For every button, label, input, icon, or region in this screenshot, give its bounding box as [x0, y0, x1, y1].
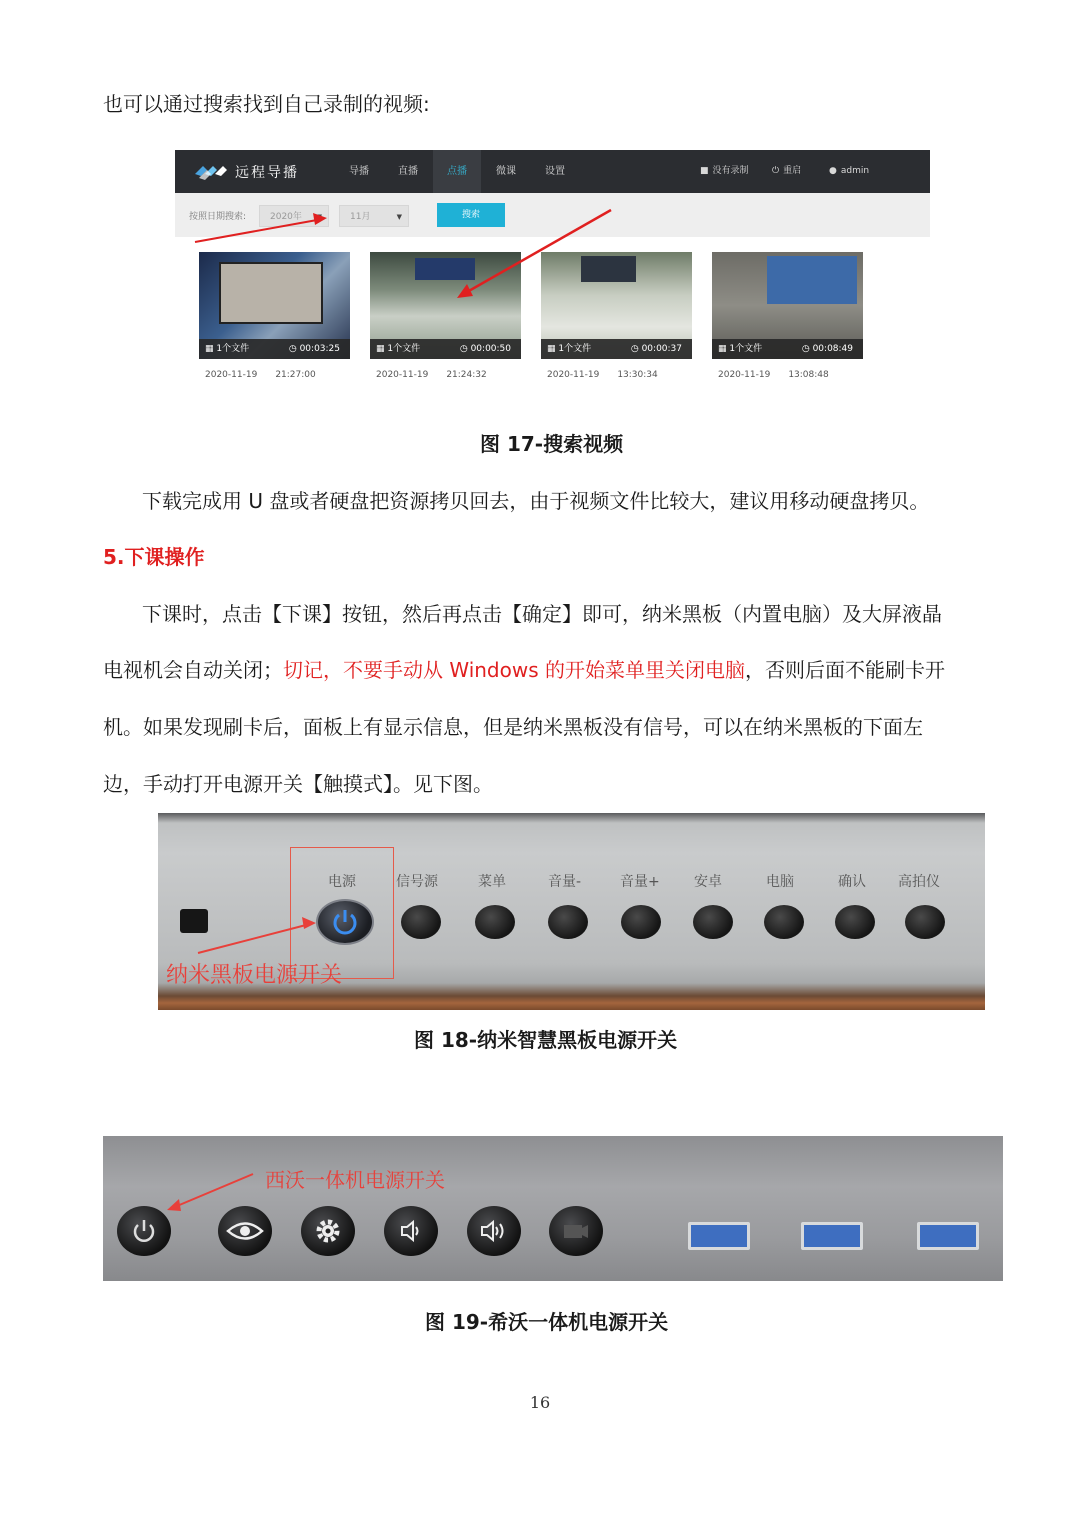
figure-19-caption: 图 19-希沃一体机电源开关 [425, 1310, 669, 1334]
button-label: 电源 [328, 874, 356, 890]
paragraph-line: 机。如果发现刷卡后，面板上有显示信息，但是纳米黑板没有信号，可以在纳米黑板的下面左 [103, 715, 923, 739]
brand-name: 远程导播 [235, 165, 299, 181]
power-icon: ⏻ [772, 166, 780, 176]
month-value: 11月 [350, 212, 371, 222]
nav-item-director[interactable]: 导播 [349, 166, 369, 177]
paragraph-text: 电视机会自动关闭； [103, 658, 283, 682]
video-datetime: 2020-11-19 13:30:34 [547, 370, 658, 380]
button-label: 音量+ [620, 874, 660, 890]
nav-item-settings[interactable]: 设置 [545, 166, 565, 177]
annotation-label: 纳米黑板电源开关 [166, 963, 343, 988]
figure-18-caption: 图 18-纳米智慧黑板电源开关 [414, 1028, 678, 1052]
button-label: 确认 [838, 874, 866, 890]
annotation-label: 西沃一体机电源开关 [265, 1168, 445, 1192]
duration: ◷ 00:00:50 [459, 344, 511, 354]
annotation-arrows [175, 150, 930, 390]
duration: ◷ 00:00:37 [630, 344, 682, 354]
restart-label: 重启 [783, 166, 802, 176]
paragraph-line: 下课时，点击【下课】按钮，然后再点击【确定】即可，纳米黑板（内置电脑）及大屏液晶 [142, 602, 942, 626]
button-label: 高拍仪 [898, 874, 940, 890]
page-number: 16 [529, 1393, 551, 1412]
video-datetime: 2020-11-19 21:27:00 [205, 370, 316, 380]
paragraph-copy-advice: 下载完成用 U 盘或者硬盘把资源拷贝回去，由于视频文件比较大，建议用移动硬盘拷贝。 [142, 489, 930, 513]
duration: ◷ 00:08:49 [801, 344, 853, 354]
video-datetime: 2020-11-19 21:24:32 [376, 370, 487, 380]
annotation-arrow [103, 1136, 1003, 1281]
warning-text: 切记，不要手动从 Windows 的开始菜单里关闭电脑 [283, 658, 745, 682]
paragraph-line: 边，手动打开电源开关【触摸式】。见下图。 [103, 772, 493, 796]
blackboard-panel-photo [158, 813, 985, 1010]
year-value: 2020年 [270, 212, 302, 222]
all-in-one-panel-photo [103, 1136, 1003, 1281]
camera-icon: ■ [700, 166, 709, 176]
button-label: 电脑 [766, 874, 794, 890]
user-icon: ● [829, 166, 837, 176]
nav-item-vod[interactable]: 点播 [433, 150, 481, 193]
video-datetime: 2020-11-19 13:08:48 [718, 370, 829, 380]
file-count: ▦ 1个文件 [376, 344, 421, 354]
filter-label: 按照日期搜索: [189, 212, 247, 222]
nav-item-microlesson[interactable]: 微课 [496, 166, 516, 177]
paragraph-line [103, 656, 945, 684]
file-count: ▦ 1个文件 [547, 344, 592, 354]
section-title: 5.下课操作 [103, 545, 205, 569]
paragraph-text: ，否则后面不能刷卡开 [745, 658, 945, 682]
search-button[interactable]: 搜索 [437, 203, 505, 227]
button-label: 安卓 [694, 874, 722, 890]
app-screenshot [175, 150, 930, 390]
chevron-down-icon: ▼ [396, 213, 402, 221]
button-label: 音量- [548, 874, 582, 890]
button-label: 菜单 [478, 874, 506, 890]
recording-status-label: 没有录制 [712, 166, 749, 176]
figure-17-caption: 图 17-搜索视频 [480, 432, 624, 456]
nav-item-live[interactable]: 直播 [398, 166, 418, 177]
button-label: 信号源 [396, 874, 438, 890]
intro-text: 也可以通过搜索找到自己录制的视频: [103, 92, 430, 116]
file-count: ▦ 1个文件 [718, 344, 763, 354]
user-name: admin [840, 166, 870, 176]
file-count: ▦ 1个文件 [205, 344, 250, 354]
duration: ◷ 00:03:25 [288, 344, 340, 354]
